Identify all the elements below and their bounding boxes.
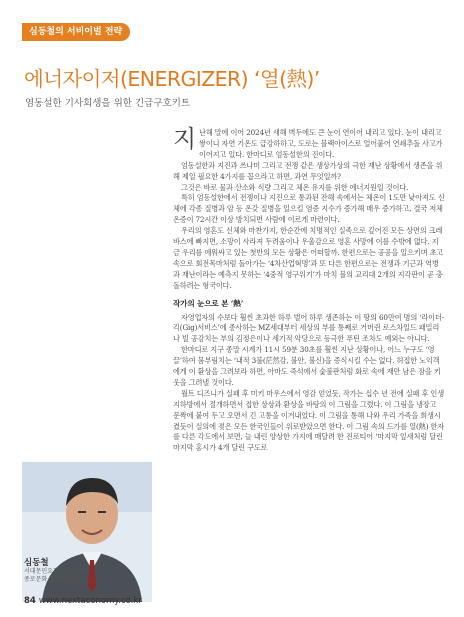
drop-cap: 지 [173, 125, 197, 153]
author-name: 심동철 [24, 558, 49, 568]
author-role-line: 서대문민요회(제1급)회장 [24, 568, 91, 575]
paragraph: 자영업자의 수보다 훨씬 초과한 하루 벌어 하루 생존하는 이 땅의 60만여 명의 ‘라이더-긱(Gig)서비스’에 종사하는 MZ세대부터 세상의 부를 통째로 거머쥔 로스차일드 패밀리나 빌 공감치는 부의 김정은이나 세기적 악당으로 등극한 푸틴 조차도 예외는 아니다. [173, 312, 445, 344]
paragraph: 월트 디즈니가 실패 후 미키 마우스에서 영감 얻었듯, 작가는 십수 년 전에 실패 후 인생지하방에서 절개하면서 접한 상상과 환상을 바탕의 이 그림을 그렸다. 이 그림을 냉장고 문짝에 붙여 두고 오면서 긴 고통을 이겨내었다. 이 그림을 통해 나와 우리 가족을 희생시켰듯이 실의에 젖은 모든 한국인들이 위로받았으면 한다. 이 그림 속의 드가를 열(熱) 한자를 다른 각도에서 보면, 늘 내린 양상한 가지에 매달려 한 진로티어 ‘마지막 잎새처럼 달린 마지막 홍시가 4개 달린 구도로 [173, 388, 445, 453]
article-body [173, 125, 445, 454]
section-label: 심동철의 서비이벌 전략 [22, 23, 130, 41]
footer-url: www.nextaconomy.co.kr [38, 596, 142, 606]
page-number: 84 [24, 596, 36, 606]
paragraph: 한마디로 지구 종말 시계가 11시 59분 30초를 훨씬 지난 상황이나, 어느 누구도 ‘영끌’하여 뭄부림치는 ‘내적 3불(茫然감, 불안, 불신)을 증식시킬 수는 없다. 허접한 노익객에게 이 환상을 그려보라 하면, 아마도 즉석에서 숯불판처럼 화로 속에 재만 남은 잠을 키웃을 그려낼 것이다. [173, 345, 441, 387]
paragraph: 그것은 바로 물과 산소와 식량 그리고 체온 유지를 위한 에너지원일 것이다. [181, 182, 409, 192]
author-caption [24, 556, 90, 584]
paragraph: 엄동설한과 지진과 쓰나미 그리고 전쟁 같은 생상가상의 극한 재난 상황에서 생존을 위해 제일 필요한 4가지를 꼽으라고 하면, 과연 무엇일까? [173, 160, 443, 181]
paragraph: 특히 엄동설한에서 전쟁이나 지진으로 통과된 잔해 속에서는 체온이 1도만 낮아져도 신체에 각종 질병과 암 등 온갖 질병을 일으킬 염증 지수가 증가해 매우 증가하고, 결국 저체온증이 72시간 이상 방치되면 사람에 이르게 마련이다. [173, 193, 445, 225]
section-heading: 작가의 눈으로 본 ‘熱’ [173, 298, 244, 308]
page-footer [24, 596, 142, 606]
article-subtitle: 염동설한 기사회생을 위한 긴급구호키트 [25, 98, 191, 109]
paragraph [173, 125, 445, 161]
paragraph-text: 난해 말에 이어 2024년 새해 벽두에도 큰 눈이 연이어 내리고 있다. 눈이 내리고 쌓이니 자연 기온도 급강하하고, 도로는 블랙아이스로 얼어붙어 연쇄추돌 사고가 이어지고 있다. 한마디로 엄동설한의 진이다. [199, 128, 443, 159]
article-title: 에너자이저(ENERGIZER) ‘열(熱)’ [24, 67, 320, 91]
author-role-line: 종로문화 명예홍보위원 [24, 576, 84, 583]
paragraph: 우리의 영혼도 신체와 마찬가지, 한순간에 치명적인 실족으로 깊어진 모든 상면의 크레바스에 빠지면, 소망이 사라져 두려움이나 우울감으로 영혼 사망에 이를 수밖에 없다. 지금 우리를 에워싸고 있는 첫반의 모든 상황은 어떠할까. 한편으로는 공공을 일으키며 초고속으로 회전목마처럼 돌아가는 ‘4차산업혁명’과 또 다른 한편으로는 전쟁과 기근과 역병과 재난이라는 예측지 못하는 ‘4중적 영구위기’가 마치 블의 교리대 2개의 지각판이 곧 충돌하려는 형국이다. [173, 226, 444, 290]
